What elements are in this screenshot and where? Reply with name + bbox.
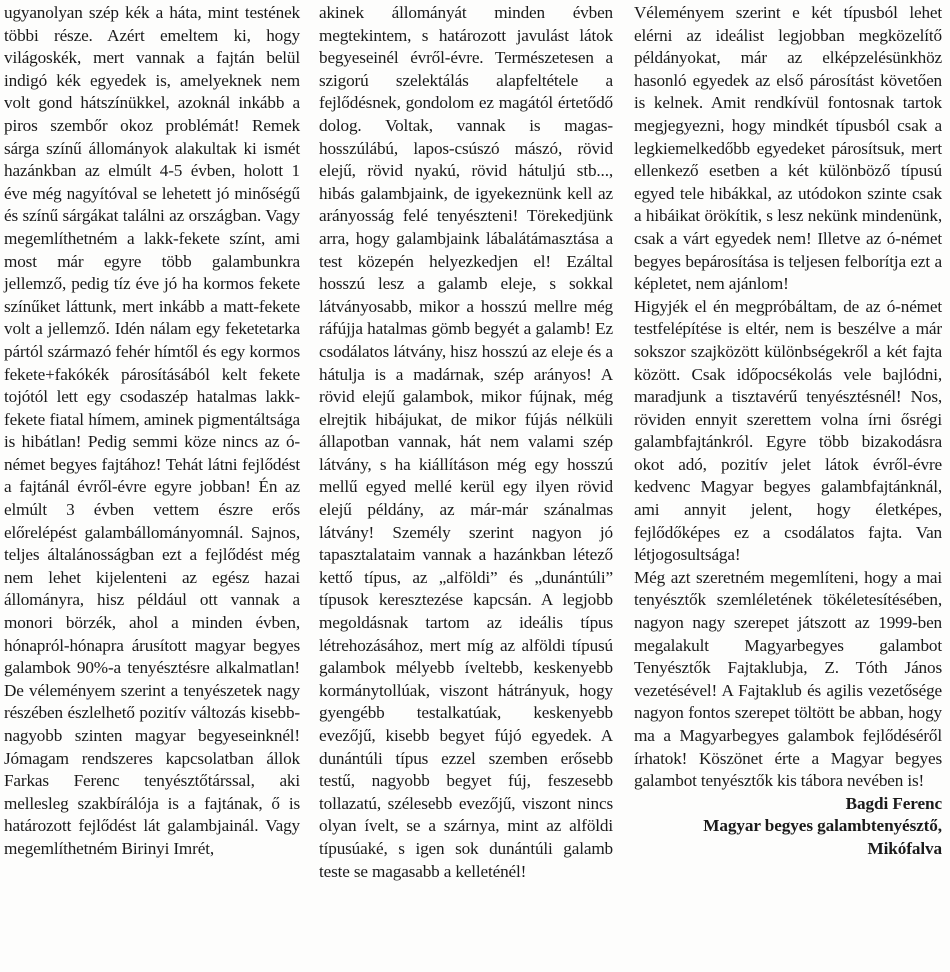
text-column-2: [319, 2, 613, 883]
text-column-3: [634, 2, 942, 861]
text-column-1: [4, 2, 300, 861]
paragraph: Még azt szeretném megemlíteni, hogy a mai tenyésztők szemléletének tökéletesítésében, nagyon nagy szerepet játszott az 1999-ben megalakult Magyarbegyes galambot Tenyésztők Fajtaklubja, Z. Tóth János vezetésével! A Fajtaklub és agilis vezetősége nagyon fontos szerepet töltött be abban, hogy ma a Magyarbegyes galambok fejlődéséről írhatok! Köszönet érte a Magyar begyes galambot tenyésztők kis tábora nevében is!: [634, 567, 942, 791]
author-signature: [634, 793, 942, 861]
author-name: Bagdi Ferenc: [845, 793, 942, 813]
paragraph: ugyanolyan szép kék a háta, mint testének többi része. Azért emeltem ki, hogy világoskék, mert vannak a fajtán belül indigó kék egyedek is, amelyeknek nem volt gond hátszínükkel, azoknál inkább a piros szembőr okoz problémát! Remek sárga színű állományok alakultak ki ismét hazánkban az elmúlt 4-5 évben, holott 1 éve még nagyítóval se lehetett jó minőségű és színű sárgákat találni az országban. Vagy megemlíthetném a lakk-fekete színt, ami most már egyre több galambunkra jellemző, pedig tíz éve jó ha kormos fekete színűket láttunk, mert inkább a matt-fekete volt a jellemző. Idén nálam egy feketetarka pártól származó fehér hímtől és egy kormos fekete+fakókék párosításából kelt fekete tojótól lett egy csodaszép hatalmas lakk-fekete fiatal hímem, aminek pigmentáltsága is hibátlan! Pedig semmi köze nincs az ó-német begyes fajtához! Tehát látni fejlődést a fajtánál évről-évre egyre jobban! Én az elmúlt 3 évben vettem észre erős előrelépést galambállományomnál. Sajnos, teljes általánosságban ezt a fejlődést még nem lehet kijelenteni az egész hazai állományra, hisz például ott vannak a monori börzék, ahol a minden évben, hónapról-hónapra árusított magyar begyes galambok 90%-a tenyésztésre alkalmatlan! De véleményem szerint a tenyészetek nagy részében észlelhető pozitív változás kisebb-nagyobb szinten magyar begyeseinknél! Jómagam rendszeres kapcsolatban állok Farkas Ferenc tenyésztőtárssal, aki mellesleg szakbírálója is a fajtának, ő is határozott fejlődést lát galambjainál. Vagy megemlíthetném Birinyi Imrét,: [4, 3, 300, 858]
paragraph: akinek állományát minden évben megtekintem, s határozott javulást látok begyeseinél évről-évre. Természetesen a szigorú szelektálás alapfeltétele a fejlődésnek, gondolom ez magától értetődő dolog. Voltak, vannak is magas-hosszúlábú, lapos-csúszó mászó, rövid elejű, rövid nyakú, rövid hátuljú stb..., hibás galambjaink, de igyekeznünk kell az arányosság felé tenyészteni! Törekedjünk arra, hogy galambjaink lábalátámasztása a test közepén helyezkedjen el! Ezáltal hosszú lesz a galamb eleje, s sokkal látványosabb, mikor a hosszú mellre még ráfújja hatalmas gömb begyét a galamb! Ez csodálatos látvány, hisz hosszú az eleje és a hátulja is a madárnak, szép arányos! A rövid elejű galambok, mikor fújnak, még elrejtik hibájukat, de mikor fújás nélküli állapotban vannak, hát nem valami szép látvány, s ha kiállításon még egy hosszú mellű egyed mellé kerül egy ilyen rövid elejű példány, az már-már szánalmas látvány! Személy szerint nagyon jó tapasztalataim vannak a hazánkban létező kettő típus, az „alföldi” és „dunántúli” típusok keresztezése kapcsán. A legjobb megoldásnak tartom az ideális típus létrehozásához, mert míg az alföldi típusú galambok mélyebb íveltebb, keskenyebb kormánytollúak, viszont hátrányuk, hogy gyengébb testalkatúak, keskenyebb evezőjű, kisebb begyet fújó egyedek. A dunántúli típus ezzel szemben erősebb testű, nagyobb begyet fúj, feszesebb tollazatú, szélesebb evezőjű, viszont nincs olyan ívelt, se a szárnya, mint az alföldi típusúaké, s igen sok dunántúli galamb teste se magasabb a kelleténél!: [319, 3, 613, 881]
author-title: Magyar begyes galambtenyésztő,: [703, 816, 942, 836]
paragraph: Higyjék el én megpróbáltam, de az ó-német testfelépítése is eltér, nem is beszélve a már sokszor szajközött különbségekről a két fajta között. Csak időpocsékolás vele bajlódni, maradjunk a tisztavérű tenyésztésnél! Nos, röviden ennyit szerettem volna írni ősrégi galambfajtánkról. Egyre több bizakodásra okot adó, pozitív jelet látok évről-évre kedvenc Magyar begyes galambfajtánknál, ami annyit jelent, hogy életképes, fejlődőképes ez a csodálatos fajta. Van létjogosultsága!: [634, 296, 942, 565]
author-place: Mikófalva: [867, 838, 942, 858]
paragraph: Véleményem szerint e két típusból lehet elérni az ideálist legjobban megközelítő példányokat, már az elképzelésünkhöz hasonló egyedek az első párosítást követően is kelnek. Amit rendkívül fontosnak tartok megjegyezni, hogy mindkét típusból csak a legkiemelkedőbb egyedeket párosítsuk, mert ellenkező esetben a két különböző típusú egyed tele hibákkal, az utódokon szinte csak a hibáikat örökítik, s lesz nekünk mindenünk, csak a várt egyedek nem! Illetve az ó-német begyes bepárosítása is teljesen felborítja ezt a képletet, nem ajánlom!: [634, 3, 942, 294]
